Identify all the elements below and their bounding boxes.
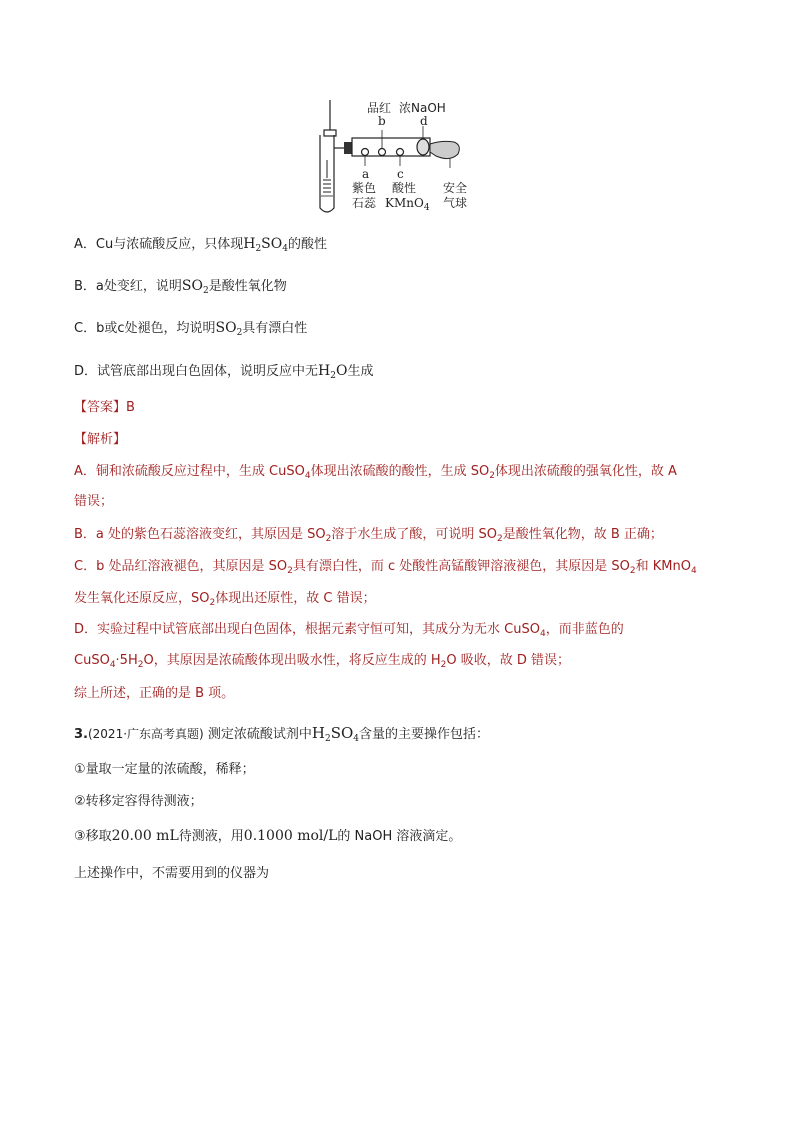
cotton-d: [417, 139, 429, 155]
analysis-label: 【解析】: [74, 432, 127, 447]
analysis-c-line1: C．b 处品红溶液褪色，其原因是 $SO_2$具有漂白性，而 c 处酸性高锰酸钾溶液褪色，其原因是 $SO_2$和 KMnO$_4$: [74, 559, 697, 576]
answer-label: 【答案】B: [74, 400, 135, 415]
question-3-stem: 3.(2021·广东高考真题) 测定浓硫酸试剂中$H_2SO_4$含量的主要操作包括：: [74, 724, 490, 744]
label-nong-naoh: 浓NaOH: [399, 101, 446, 115]
safety-balloon: [430, 141, 459, 158]
label-d: d: [420, 114, 428, 128]
label-c: c: [397, 167, 404, 181]
label-shirui: 石蕊: [352, 196, 377, 210]
analysis-c-line2: 发生氧化还原反应，$SO_2$体现出还原性，故 C 错误；: [74, 591, 376, 608]
copper-coil: [323, 160, 331, 192]
cotton-b: [379, 149, 386, 156]
analysis-summary: 综上所述，正确的是 B 项。: [74, 686, 235, 701]
question-3-step2: ②转移定容得待测液；: [74, 794, 203, 809]
question-3-step1: ①量取一定量的浓硫酸，稀释；: [74, 762, 255, 777]
cotton-c: [397, 149, 404, 156]
analysis-d-line2: $CuSO_4\cdot 5H_2O$，其原因是浓硫酸体现出吸水性，将反应生成的 $H_2O$ 吸收，故 D 错误；: [74, 653, 570, 670]
analysis-b-line1: B．a 处的紫色石蕊溶液变红，其原因是 $SO_2$溶于水生成了酸，可说明 $SO_2$是酸性氧化物，故 B 正确；: [74, 527, 663, 544]
label-suanxing: 酸性: [392, 181, 417, 195]
analysis-a-line1: A．铜和浓硫酸反应过程中，生成 CuSO$_4$体现出浓硫酸的酸性，生成 $SO_2$体现出浓硫酸的强氧化性，故 A: [74, 464, 677, 481]
label-b: b: [378, 114, 386, 128]
stopper: [344, 142, 352, 154]
label-qiqiu: 气球: [443, 196, 468, 210]
question-3-final: 上述操作中，不需要用到的仪器为: [74, 866, 270, 881]
option-d: D．试管底部出现白色固体，说明反应中无$H_2O$生成: [74, 363, 374, 381]
cotton-a: [362, 149, 369, 156]
label-a: a: [362, 167, 370, 181]
label-pinhong: 品红: [367, 101, 392, 115]
option-a: A．Cu与浓硫酸反应，只体现$H_2SO_4$的酸性: [74, 236, 327, 254]
analysis-d-line1: D．实验过程中试管底部出现白色固体，根据元素守恒可知，其成分为无水 CuSO$_4$，而非蓝色的: [74, 622, 624, 639]
analysis-a-line2: 错误；: [74, 494, 114, 509]
option-c: C．b或c处褪色，均说明$SO_2$具有漂白性: [74, 320, 308, 338]
question-3-step3: ③移取20.00 mL待测液，用0.1000 mol/L的 NaOH 溶液滴定。: [74, 828, 462, 844]
label-zise: 紫色: [352, 181, 377, 195]
option-b: B．a处变红，说明$SO_2$是酸性氧化物: [74, 278, 287, 296]
label-anquan: 安全: [443, 181, 468, 195]
label-kmno4: KMnO$_4$: [385, 196, 430, 213]
